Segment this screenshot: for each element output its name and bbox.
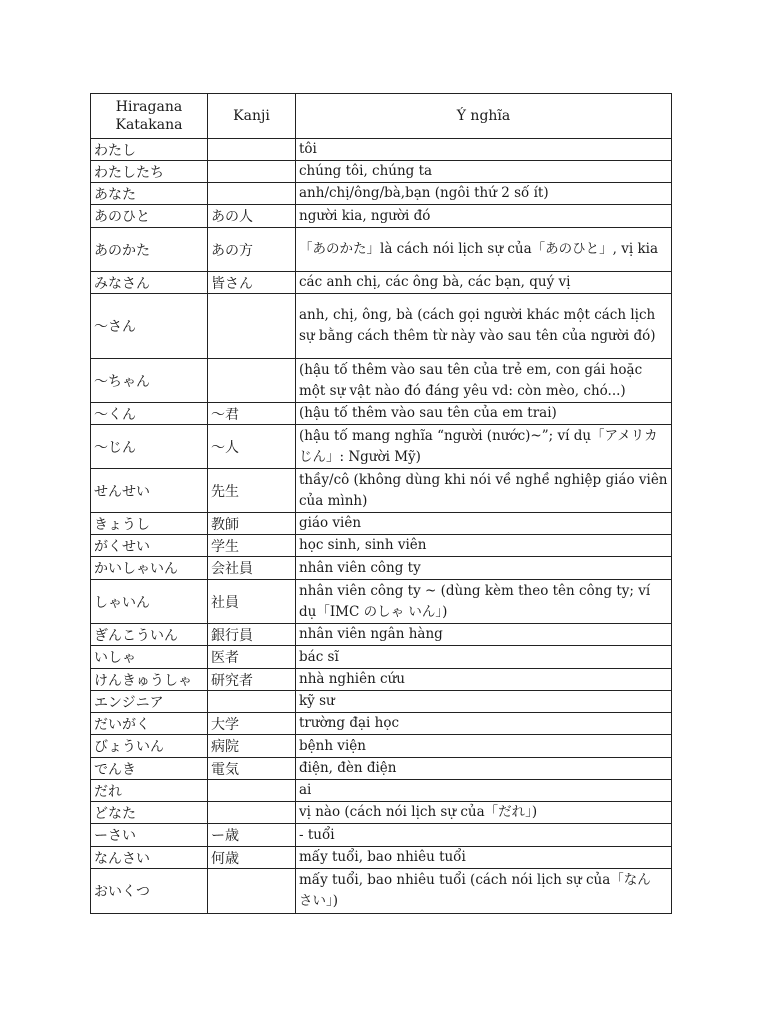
- kana-cell: わたしたち: [91, 161, 208, 183]
- kanji-cell: あの方: [208, 228, 296, 272]
- kana-cell: ーさい: [91, 824, 208, 847]
- kana-cell: ～さん: [91, 294, 208, 359]
- table-row: [91, 847, 672, 869]
- kanji-cell: [208, 691, 296, 713]
- table-row: [91, 183, 672, 205]
- kanji-cell: ー歳: [208, 824, 296, 847]
- kana-cell: ～ちゃん: [91, 359, 208, 403]
- table-row: [91, 535, 672, 557]
- vocabulary-body: [91, 139, 672, 914]
- kanji-cell: 教師: [208, 513, 296, 535]
- table-row: [91, 557, 672, 580]
- kana-cell: びょういん: [91, 735, 208, 758]
- kana-cell: きょうし: [91, 513, 208, 535]
- kanji-cell: [208, 139, 296, 161]
- kana-cell: せんせい: [91, 469, 208, 513]
- kana-cell: ～じん: [91, 425, 208, 469]
- kana-cell: どなた: [91, 802, 208, 824]
- meaning-cell: bệnh viện: [296, 735, 672, 758]
- table-row: [91, 580, 672, 624]
- kanji-cell: 社員: [208, 580, 296, 624]
- meaning-cell: mấy tuổi, bao nhiêu tuổi (cách nói lịch sự của「なん さい」): [296, 869, 672, 914]
- table-row: [91, 359, 672, 403]
- kana-cell: がくせい: [91, 535, 208, 557]
- kanji-cell: 銀行員: [208, 624, 296, 646]
- table-row: [91, 869, 672, 914]
- table-row: [91, 513, 672, 535]
- kana-cell: あのかた: [91, 228, 208, 272]
- kanji-cell: 電気: [208, 758, 296, 780]
- meaning-cell: chúng tôi, chúng ta: [296, 161, 672, 183]
- header-kana: [91, 94, 208, 139]
- kanji-cell: [208, 161, 296, 183]
- table-row: [91, 205, 672, 228]
- table-row: [91, 469, 672, 513]
- kana-cell: なんさい: [91, 847, 208, 869]
- kanji-cell: 病院: [208, 735, 296, 758]
- meaning-cell: (hậu tố thêm vào sau tên của em trai): [296, 403, 672, 425]
- meaning-cell: ai: [296, 780, 672, 802]
- kana-cell: けんきゅうしゃ: [91, 669, 208, 691]
- kanji-cell: 何歳: [208, 847, 296, 869]
- kana-cell: かいしゃいん: [91, 557, 208, 580]
- kana-cell: だいがく: [91, 713, 208, 735]
- meaning-cell: nhà nghiên cứu: [296, 669, 672, 691]
- kanji-cell: 研究者: [208, 669, 296, 691]
- kanji-cell: 皆さん: [208, 272, 296, 294]
- meaning-cell: nhân viên công ty ~ (dùng kèm theo tên công ty; ví dụ「IMC のしゃ いん」): [296, 580, 672, 624]
- kanji-cell: 先生: [208, 469, 296, 513]
- kanji-cell: 会社員: [208, 557, 296, 580]
- kana-cell: エンジニア: [91, 691, 208, 713]
- meaning-cell: nhân viên công ty: [296, 557, 672, 580]
- meaning-cell: tôi: [296, 139, 672, 161]
- meaning-cell: anh/chị/ông/bà,bạn (ngôi thứ 2 số ít): [296, 183, 672, 205]
- meaning-cell: học sinh, sinh viên: [296, 535, 672, 557]
- meaning-cell: (hậu tố mang nghĩa “người (nước)~”; ví dụ「アメリカじん」: Người Mỹ): [296, 425, 672, 469]
- meaning-cell: giáo viên: [296, 513, 672, 535]
- meaning-cell: trường đại học: [296, 713, 672, 735]
- table-row: [91, 802, 672, 824]
- table-row: [91, 713, 672, 735]
- header-kanji: Kanji: [208, 94, 296, 139]
- kana-cell: しゃいん: [91, 580, 208, 624]
- table-row: [91, 758, 672, 780]
- meaning-cell: - tuổi: [296, 824, 672, 847]
- header-meaning: Ý nghĩa: [296, 94, 672, 139]
- header-kana-line2: Katakana: [115, 117, 183, 133]
- table-row: [91, 228, 672, 272]
- kana-cell: でんき: [91, 758, 208, 780]
- table-row: [91, 646, 672, 669]
- meaning-cell: kỹ sư: [296, 691, 672, 713]
- kana-cell: わたし: [91, 139, 208, 161]
- kana-cell: おいくつ: [91, 869, 208, 914]
- kana-cell: だれ: [91, 780, 208, 802]
- meaning-cell: các anh chị, các ông bà, các bạn, quý vị: [296, 272, 672, 294]
- kanji-cell: [208, 780, 296, 802]
- kanji-cell: [208, 802, 296, 824]
- meaning-cell: vị nào (cách nói lịch sự của「だれ」): [296, 802, 672, 824]
- kanji-cell: ～人: [208, 425, 296, 469]
- table-row: [91, 294, 672, 359]
- table-row: [91, 624, 672, 646]
- meaning-cell: nhân viên ngân hàng: [296, 624, 672, 646]
- table-row: [91, 669, 672, 691]
- meaning-cell: mấy tuổi, bao nhiêu tuổi: [296, 847, 672, 869]
- meaning-cell: điện, đèn điện: [296, 758, 672, 780]
- meaning-cell: bác sĩ: [296, 646, 672, 669]
- table-row: [91, 691, 672, 713]
- kanji-cell: [208, 359, 296, 403]
- kana-cell: あのひと: [91, 205, 208, 228]
- header-row: [91, 94, 672, 139]
- kana-cell: ～くん: [91, 403, 208, 425]
- vocabulary-table: [90, 93, 672, 914]
- table-row: [91, 735, 672, 758]
- kanji-cell: あの人: [208, 205, 296, 228]
- meaning-cell: anh, chị, ông, bà (cách gọi người khác một cách lịch sự bằng cách thêm từ này vào sau tên của người đó): [296, 294, 672, 359]
- meaning-cell: thầy/cô (không dùng khi nói về nghề nghiệp giáo viên của mình): [296, 469, 672, 513]
- meaning-cell: 「あのかた」là cách nói lịch sự của「あのひと」, vị kia: [296, 228, 672, 272]
- table-row: [91, 139, 672, 161]
- kanji-cell: 大学: [208, 713, 296, 735]
- kanji-cell: [208, 294, 296, 359]
- kana-cell: ぎんこういん: [91, 624, 208, 646]
- kana-cell: あなた: [91, 183, 208, 205]
- kanji-cell: [208, 183, 296, 205]
- kanji-cell: 医者: [208, 646, 296, 669]
- kana-cell: みなさん: [91, 272, 208, 294]
- table-row: [91, 272, 672, 294]
- kanji-cell: 学生: [208, 535, 296, 557]
- meaning-cell: người kia, người đó: [296, 205, 672, 228]
- table-row: [91, 403, 672, 425]
- kanji-cell: [208, 869, 296, 914]
- table-row: [91, 161, 672, 183]
- kana-cell: いしゃ: [91, 646, 208, 669]
- header-kana-line1: Hiragana: [115, 99, 183, 115]
- kanji-cell: ～君: [208, 403, 296, 425]
- meaning-cell: (hậu tố thêm vào sau tên của trẻ em, con gái hoặc một sự vật nào đó đáng yêu vd: còn mèo, chó...): [296, 359, 672, 403]
- table-row: [91, 824, 672, 847]
- table-row: [91, 780, 672, 802]
- table-row: [91, 425, 672, 469]
